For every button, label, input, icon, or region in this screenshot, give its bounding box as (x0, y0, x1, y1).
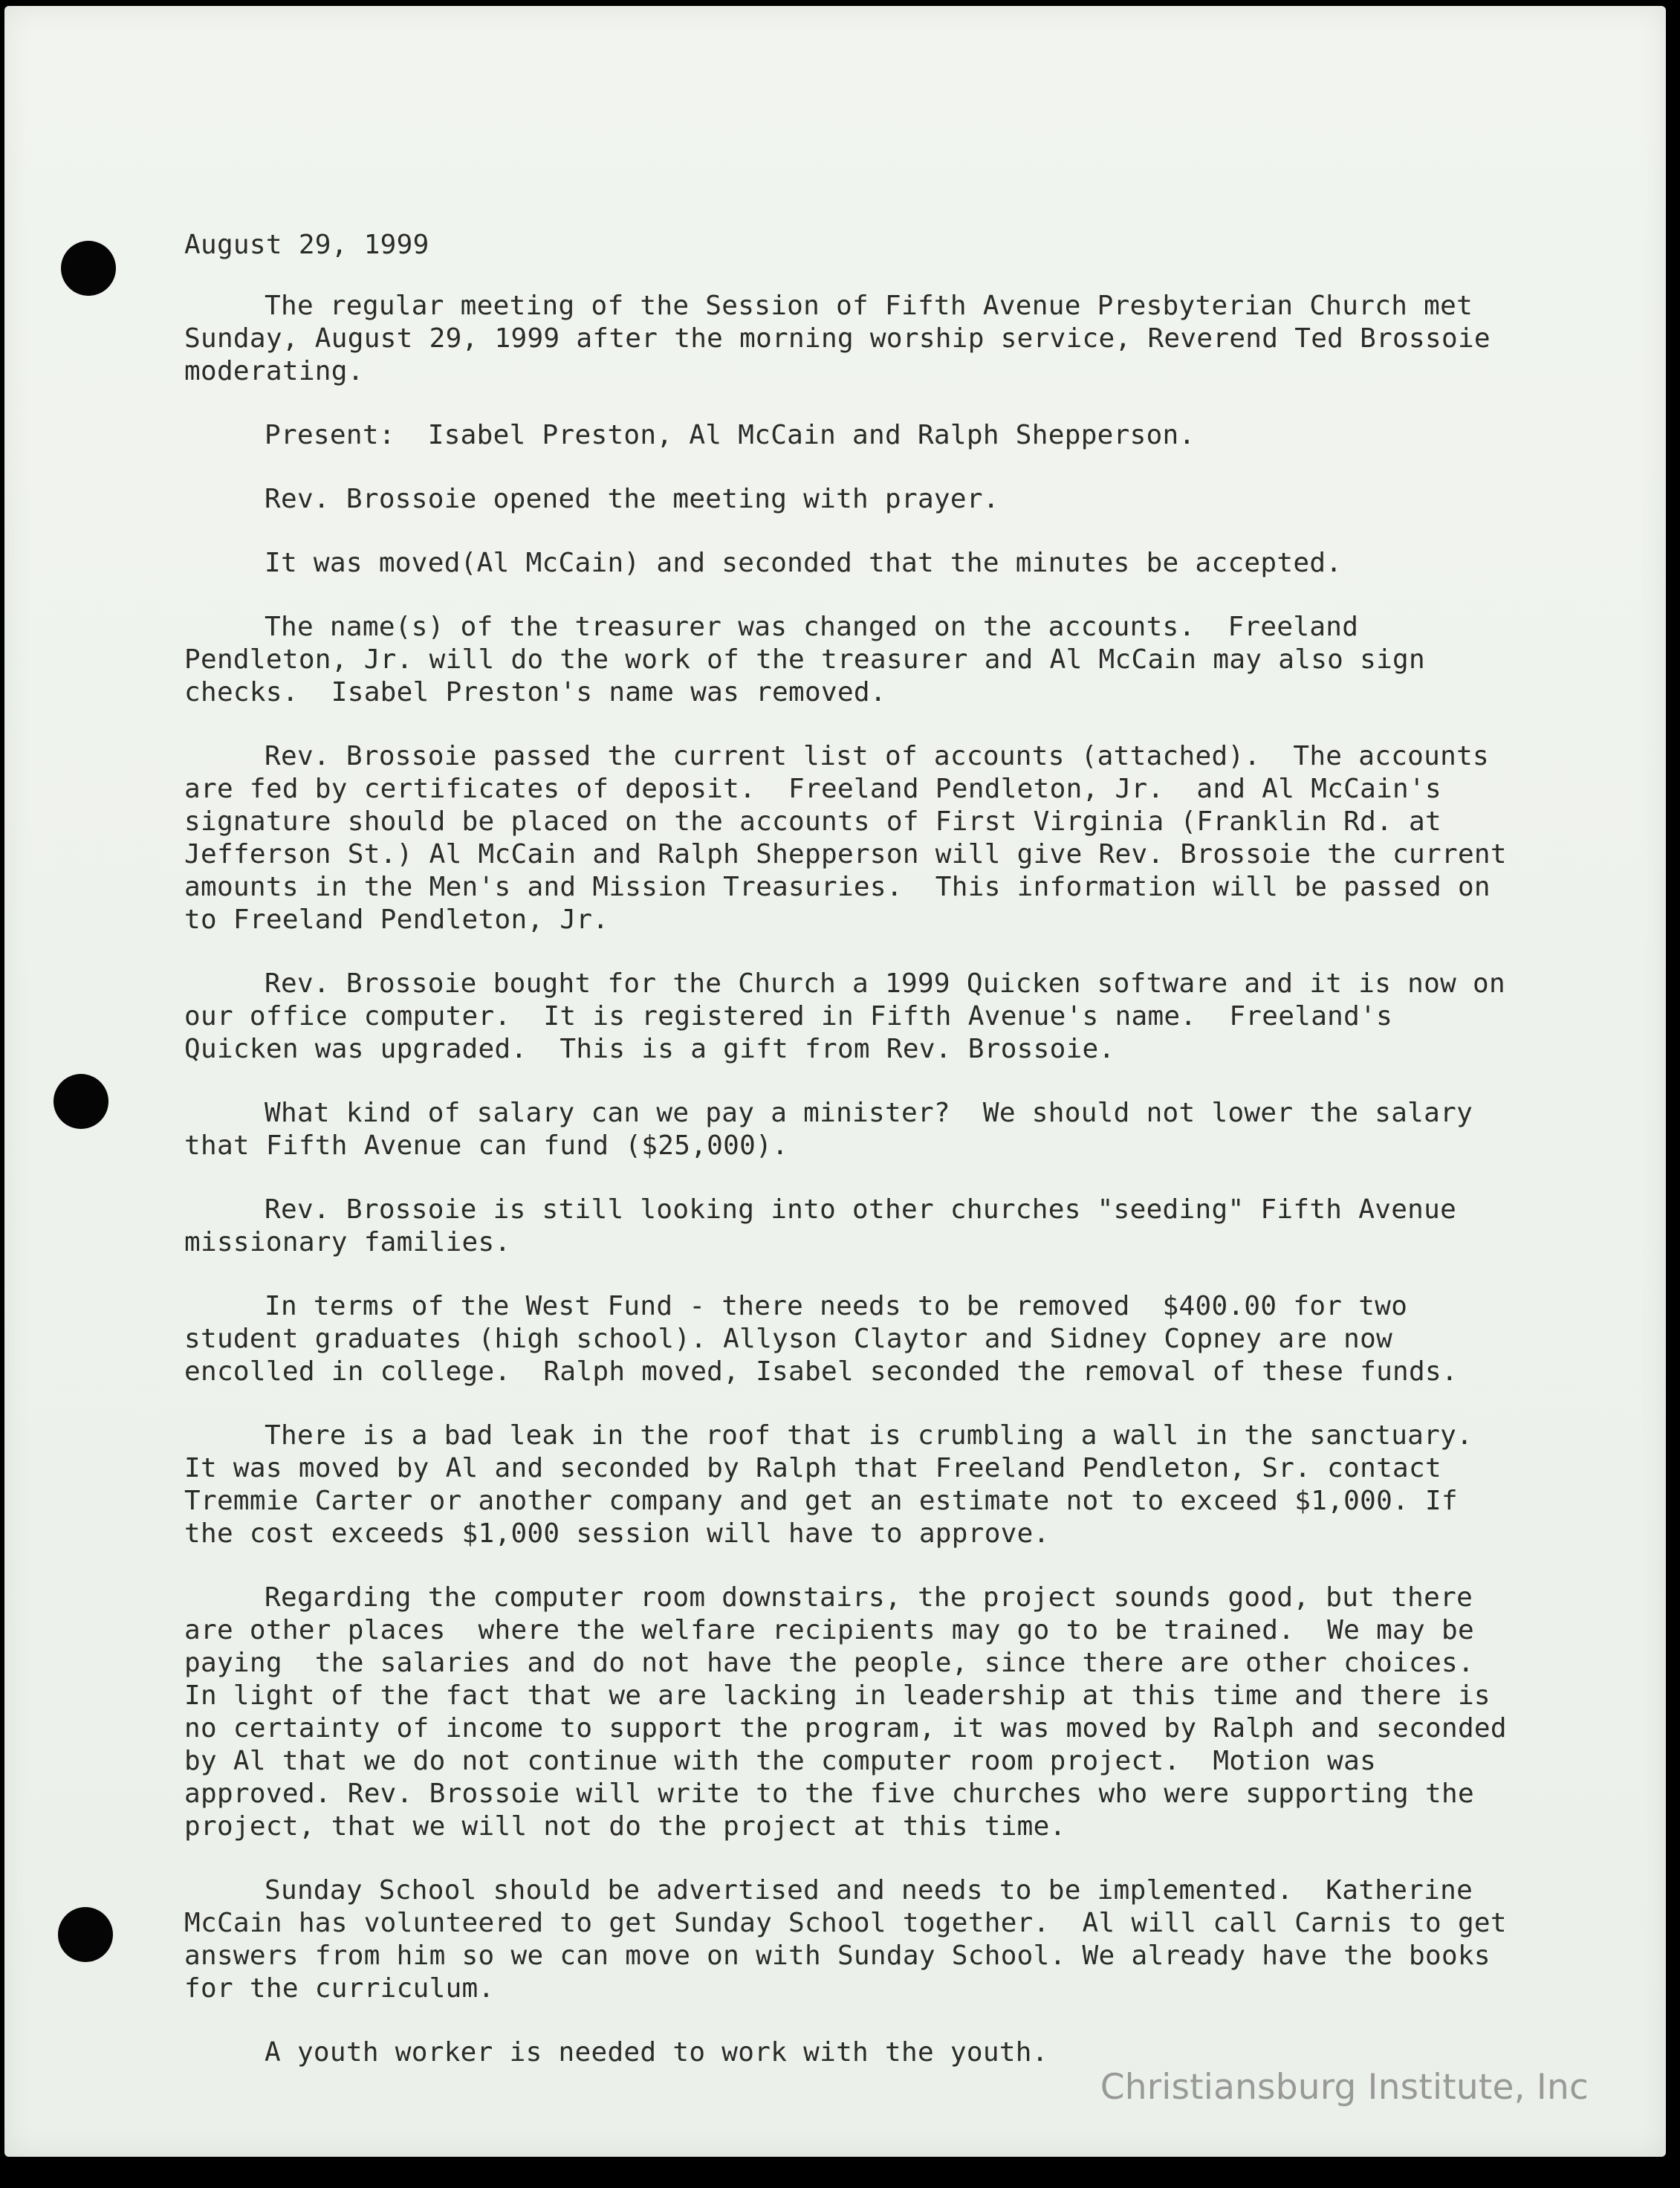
paragraph-roof-leak: There is a bad leak in the roof that is crumbling a wall in the sanctuary. It was moved by Al and seconded by Ralph that Freeland Pendleton, Sr. contact Tremmie Carter or another company and get an estimate not to exceed $1,000. If the cost exceeds $1,000 session will have to approve. (184, 1420, 1490, 1549)
paragraph-accounts: Rev. Brossoie passed the current list of accounts (attached). The accounts are fed by certificates of deposit. Freeland Pendleton, Jr. and Al McCain's signature should be placed on the accounts of First Virginia (Franklin Rd. at Jefferson St.) Al McCain and Ralph Shepperson will give Rev. Brossoie the current amounts in the Men's and Mission Treasuries. This information will be passed on to Freeland Pendleton, Jr. (184, 741, 1523, 935)
punch-hole-top (61, 241, 116, 296)
punch-hole-bottom (58, 1907, 113, 1962)
paragraph-quicken: Rev. Brossoie bought for the Church a 1999 Quicken software and it is now on our office computer. It is registered in Fifth Avenue's name. Freeland's Quicken was upgraded. This is a gift from Rev. Brossoie. (184, 968, 1522, 1064)
paragraph-treasurer: The name(s) of the treasurer was changed on the accounts. Freeland Pendleton, Jr. will do the work of the treasurer and Al McCain may also sign checks. Isabel Preston's name was removed. (184, 612, 1441, 708)
paragraph-salary: What kind of salary can we pay a minister? We should not lower the salary that Fifth Avenue can fund ($25,000). (184, 1098, 1490, 1161)
paragraph-present: Present: Isabel Preston, Al McCain and Ralph Shepperson. (265, 420, 1196, 450)
document-page (4, 6, 1666, 2157)
paragraph-seeding: Rev. Brossoie is still looking into other churches "seeding" Fifth Avenue missionary families. (184, 1194, 1473, 1258)
document-date: August 29, 1999 (184, 230, 429, 260)
paragraph-meeting-intro: The regular meeting of the Session of Fifth Avenue Presbyterian Church met Sunday, August 29, 1999 after the morning worship service, Reverend Ted Brossoie moderating. (184, 291, 1507, 386)
watermark: Christiansburg Institute, Inc (1100, 2067, 1589, 2108)
paragraph-youth-worker: A youth worker is needed to work with the youth. (265, 2037, 1048, 2068)
paragraph-computer-room: Regarding the computer room downstairs, the project sounds good, but there are other places where the welfare recipients may go to be trained. We may be paying the salaries and do not have the people, since there are other choices. In light of the fact that we are lacking in leadership at this time and there is no certainty of income to support the program, it was moved by Ralph and seconded by Al that we do not continue with the computer room project. Motion was approved. Rev. Brossoie will write to the five churches who were supporting the project, that we will not do the project at this time. (184, 1582, 1523, 1842)
paragraph-west-fund: In terms of the West Fund - there needs to be removed $400.00 for two student graduates (high school). Allyson Claytor and Sidney Copney are now encolled in college. Ralph moved, Isabel seconded the removal of these funds. (184, 1291, 1458, 1387)
punch-hole-middle (53, 1074, 108, 1129)
paragraph-minutes: It was moved(Al McCain) and seconded that the minutes be accepted. (265, 548, 1343, 578)
paragraph-sunday-school: Sunday School should be advertised and needs to be implemented. Katherine McCain has volunteered to get Sunday School together. Al will call Carnis to get answers from him so we can move on with Sunday School. We already have the books for the curriculum. (184, 1875, 1523, 2004)
paragraph-prayer: Rev. Brossoie opened the meeting with prayer. (265, 484, 999, 514)
document-body (184, 229, 1523, 2100)
